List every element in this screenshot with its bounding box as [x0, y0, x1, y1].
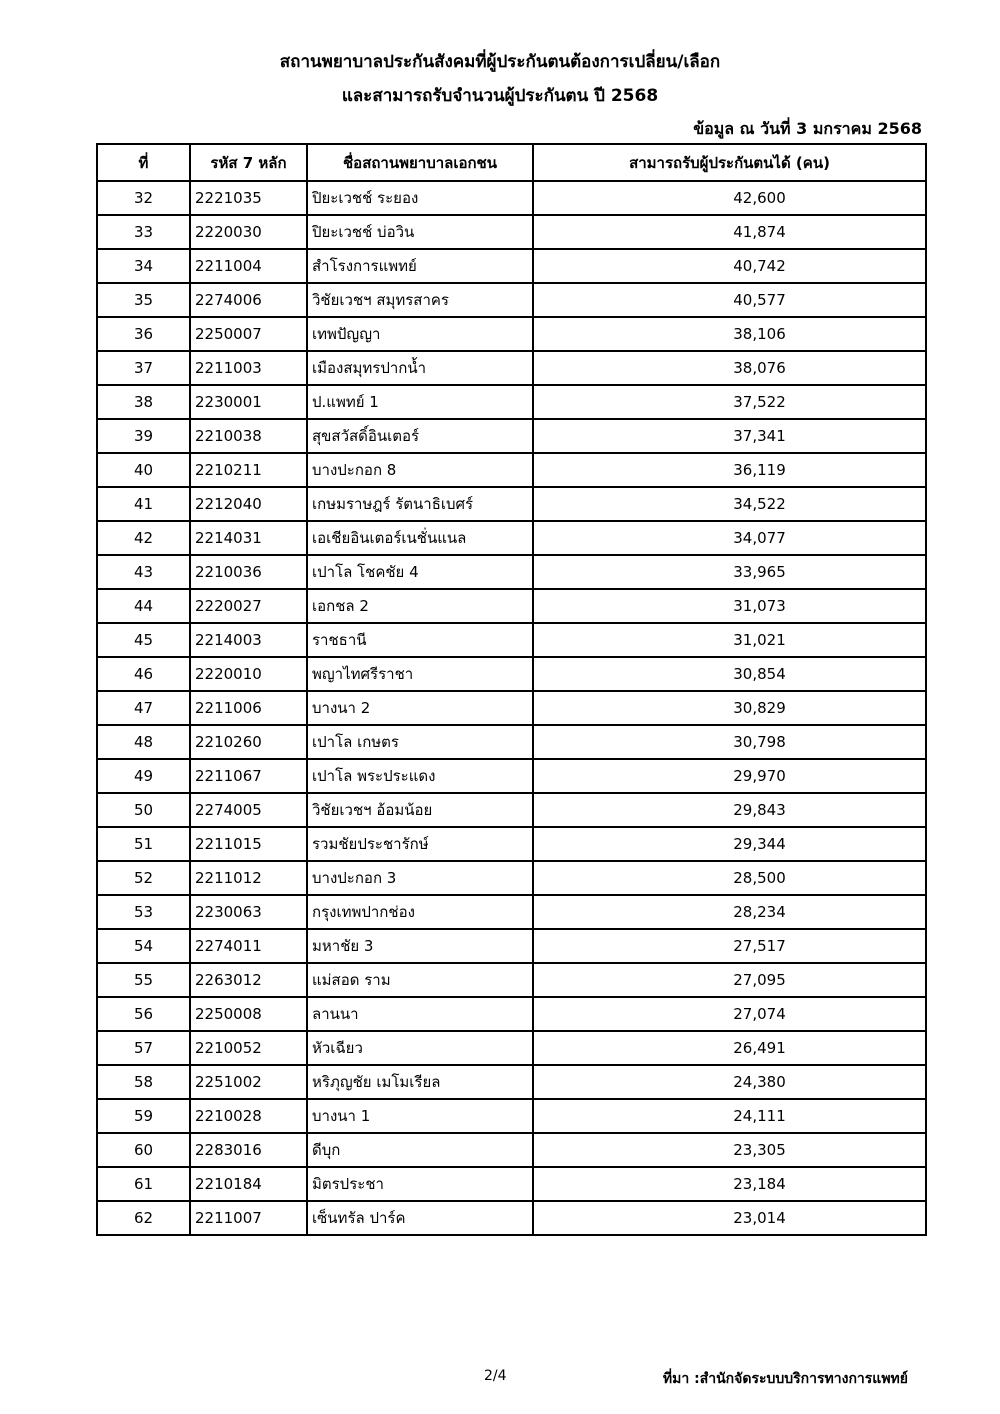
hospital-name: หริภุญชัย เมโมเรียล — [307, 1065, 533, 1099]
hospital-name: ป.แพทย์ 1 — [307, 385, 533, 419]
table-row — [97, 929, 926, 963]
table-row — [97, 1031, 926, 1065]
hospital-name: ดีบุก — [307, 1133, 533, 1167]
hospital-name: พญาไทศรีราชา — [307, 657, 533, 691]
capacity-value: 29,843 — [533, 793, 926, 827]
document-title: สถานพยาบาลประกันสังคมที่ผู้ประกันตนต้องการเปลี่ยน/เลือก — [279, 52, 721, 72]
hospital-name: วิชัยเวชฯ อ้อมน้อย — [307, 793, 533, 827]
table-row — [97, 1099, 926, 1133]
column-header-code: รหัส 7 หลัก — [190, 144, 307, 181]
hospital-code: 2211007 — [190, 1201, 307, 1235]
hospital-name: สุขสวัสดิ์อินเตอร์ — [307, 419, 533, 453]
hospital-name: ราชธานี — [307, 623, 533, 657]
table-row — [97, 725, 926, 759]
row-number: 50 — [97, 793, 190, 827]
hospital-name: มหาชัย 3 — [307, 929, 533, 963]
hospital-code: 2220030 — [190, 215, 307, 249]
row-number: 52 — [97, 861, 190, 895]
table-row — [97, 555, 926, 589]
table-row — [97, 453, 926, 487]
row-number: 41 — [97, 487, 190, 521]
capacity-value: 38,076 — [533, 351, 926, 385]
hospital-code: 2211004 — [190, 249, 307, 283]
table-row — [97, 657, 926, 691]
table-row — [97, 1065, 926, 1099]
hospital-name: เทพปัญญา — [307, 317, 533, 351]
hospital-code: 2214003 — [190, 623, 307, 657]
row-number: 38 — [97, 385, 190, 419]
capacity-value: 37,522 — [533, 385, 926, 419]
table-row — [97, 589, 926, 623]
source-note: ที่มา :สำนักจัดระบบบริการทางการแพทย์ — [662, 1371, 908, 1387]
page-number: 2/4 — [484, 1368, 507, 1384]
hospital-code: 2210211 — [190, 453, 307, 487]
row-number: 51 — [97, 827, 190, 861]
table-row — [97, 1201, 926, 1235]
hospital-name: บางนา 1 — [307, 1099, 533, 1133]
capacity-value: 38,106 — [533, 317, 926, 351]
hospital-name: เปาโล โชคชัย 4 — [307, 555, 533, 589]
hospital-code: 2211067 — [190, 759, 307, 793]
hospital-name: แม่สอด ราม — [307, 963, 533, 997]
capacity-value: 27,095 — [533, 963, 926, 997]
row-number: 44 — [97, 589, 190, 623]
capacity-value: 30,854 — [533, 657, 926, 691]
table-row — [97, 487, 926, 521]
row-number: 56 — [97, 997, 190, 1031]
row-number: 58 — [97, 1065, 190, 1099]
table-row — [97, 963, 926, 997]
hospital-code: 2214031 — [190, 521, 307, 555]
table-row — [97, 1133, 926, 1167]
hospital-code: 2211015 — [190, 827, 307, 861]
capacity-value: 24,380 — [533, 1065, 926, 1099]
hospital-code: 2274006 — [190, 283, 307, 317]
table-row — [97, 419, 926, 453]
row-number: 57 — [97, 1031, 190, 1065]
hospital-name: ปิยะเวชช์ บ่อวิน — [307, 215, 533, 249]
table-row — [97, 385, 926, 419]
hospital-name: หัวเฉียว — [307, 1031, 533, 1065]
table-row — [97, 317, 926, 351]
hospital-code: 2210052 — [190, 1031, 307, 1065]
table-row — [97, 759, 926, 793]
capacity-value: 34,077 — [533, 521, 926, 555]
table-row — [97, 283, 926, 317]
capacity-value: 36,119 — [533, 453, 926, 487]
hospital-name: เปาโล เกษตร — [307, 725, 533, 759]
row-number: 54 — [97, 929, 190, 963]
capacity-value: 23,305 — [533, 1133, 926, 1167]
hospital-name: เปาโล พระประแดง — [307, 759, 533, 793]
row-number: 39 — [97, 419, 190, 453]
row-number: 62 — [97, 1201, 190, 1235]
capacity-value: 42,600 — [533, 181, 926, 215]
capacity-value: 23,184 — [533, 1167, 926, 1201]
row-number: 40 — [97, 453, 190, 487]
hospital-name: เอเชียอินเตอร์เนชั่นแนล — [307, 521, 533, 555]
row-number: 47 — [97, 691, 190, 725]
row-number: 45 — [97, 623, 190, 657]
row-number: 42 — [97, 521, 190, 555]
hospital-name: กรุงเทพปากช่อง — [307, 895, 533, 929]
column-header-hospital-name: ชื่อสถานพยาบาลเอกชน — [307, 144, 533, 181]
table-row — [97, 861, 926, 895]
hospital-name: เอกชล 2 — [307, 589, 533, 623]
capacity-value: 24,111 — [533, 1099, 926, 1133]
hospital-code: 2210038 — [190, 419, 307, 453]
row-number: 46 — [97, 657, 190, 691]
hospital-name: บางนา 2 — [307, 691, 533, 725]
capacity-value: 26,491 — [533, 1031, 926, 1065]
table-header-row — [97, 144, 926, 181]
hospital-code: 2220010 — [190, 657, 307, 691]
capacity-value: 30,798 — [533, 725, 926, 759]
hospital-code: 2221035 — [190, 181, 307, 215]
capacity-value: 40,577 — [533, 283, 926, 317]
capacity-value: 41,874 — [533, 215, 926, 249]
row-number: 61 — [97, 1167, 190, 1201]
hospital-code: 2283016 — [190, 1133, 307, 1167]
table-row — [97, 249, 926, 283]
hospital-capacity-table — [96, 143, 927, 1236]
hospital-code: 2220027 — [190, 589, 307, 623]
hospital-code: 2210260 — [190, 725, 307, 759]
hospital-name: วิชัยเวชฯ สมุทรสาคร — [307, 283, 533, 317]
table-row — [97, 997, 926, 1031]
hospital-name: เซ็นทรัล ปาร์ค — [307, 1201, 533, 1235]
hospital-code: 2263012 — [190, 963, 307, 997]
hospital-name: ปิยะเวชช์ ระยอง — [307, 181, 533, 215]
table-row — [97, 691, 926, 725]
row-number: 43 — [97, 555, 190, 589]
row-number: 53 — [97, 895, 190, 929]
capacity-value: 29,344 — [533, 827, 926, 861]
table-row — [97, 1167, 926, 1201]
hospital-code: 2211012 — [190, 861, 307, 895]
capacity-value: 30,829 — [533, 691, 926, 725]
capacity-value: 27,517 — [533, 929, 926, 963]
row-number: 48 — [97, 725, 190, 759]
hospital-code: 2210184 — [190, 1167, 307, 1201]
row-number: 60 — [97, 1133, 190, 1167]
hospital-code: 2230063 — [190, 895, 307, 929]
capacity-value: 34,522 — [533, 487, 926, 521]
row-number: 55 — [97, 963, 190, 997]
hospital-code: 2250007 — [190, 317, 307, 351]
capacity-value: 27,074 — [533, 997, 926, 1031]
hospital-code: 2211003 — [190, 351, 307, 385]
row-number: 37 — [97, 351, 190, 385]
row-number: 32 — [97, 181, 190, 215]
row-number: 35 — [97, 283, 190, 317]
capacity-value: 23,014 — [533, 1201, 926, 1235]
hospital-code: 2212040 — [190, 487, 307, 521]
column-header-capacity: สามารถรับผู้ประกันตนได้ (คน) — [533, 144, 926, 181]
table-row — [97, 827, 926, 861]
hospital-code: 2251002 — [190, 1065, 307, 1099]
row-number: 59 — [97, 1099, 190, 1133]
row-number: 33 — [97, 215, 190, 249]
hospital-code: 2210028 — [190, 1099, 307, 1133]
hospital-name: เมืองสมุทรปากน้ำ — [307, 351, 533, 385]
table-row — [97, 351, 926, 385]
hospital-code: 2274005 — [190, 793, 307, 827]
hospital-code: 2210036 — [190, 555, 307, 589]
hospital-code: 2274011 — [190, 929, 307, 963]
row-number: 34 — [97, 249, 190, 283]
capacity-value: 31,073 — [533, 589, 926, 623]
capacity-value: 31,021 — [533, 623, 926, 657]
column-header-number: ที่ — [97, 144, 190, 181]
hospital-name: บางปะกอก 3 — [307, 861, 533, 895]
table-row — [97, 215, 926, 249]
hospital-code: 2230001 — [190, 385, 307, 419]
data-as-of-date: ข้อมูล ณ วันที่ 3 มกราคม 2568 — [693, 119, 922, 138]
document-subtitle: และสามารถรับจำนวนผู้ประกันตน ปี 2568 — [341, 86, 659, 106]
hospital-name: รวมชัยประชารักษ์ — [307, 827, 533, 861]
table-row — [97, 895, 926, 929]
capacity-value: 29,970 — [533, 759, 926, 793]
table-row — [97, 181, 926, 215]
hospital-name: บางปะกอก 8 — [307, 453, 533, 487]
table-row — [97, 521, 926, 555]
capacity-value: 28,500 — [533, 861, 926, 895]
row-number: 36 — [97, 317, 190, 351]
table-row — [97, 793, 926, 827]
hospital-name: ลานนา — [307, 997, 533, 1031]
capacity-value: 40,742 — [533, 249, 926, 283]
capacity-value: 37,341 — [533, 419, 926, 453]
hospital-name: เกษมราษฎร์ รัตนาธิเบศร์ — [307, 487, 533, 521]
hospital-code: 2211006 — [190, 691, 307, 725]
capacity-value: 28,234 — [533, 895, 926, 929]
hospital-code: 2250008 — [190, 997, 307, 1031]
table-row — [97, 623, 926, 657]
hospital-name: สำโรงการแพทย์ — [307, 249, 533, 283]
hospital-name: มิตรประชา — [307, 1167, 533, 1201]
capacity-value: 33,965 — [533, 555, 926, 589]
row-number: 49 — [97, 759, 190, 793]
